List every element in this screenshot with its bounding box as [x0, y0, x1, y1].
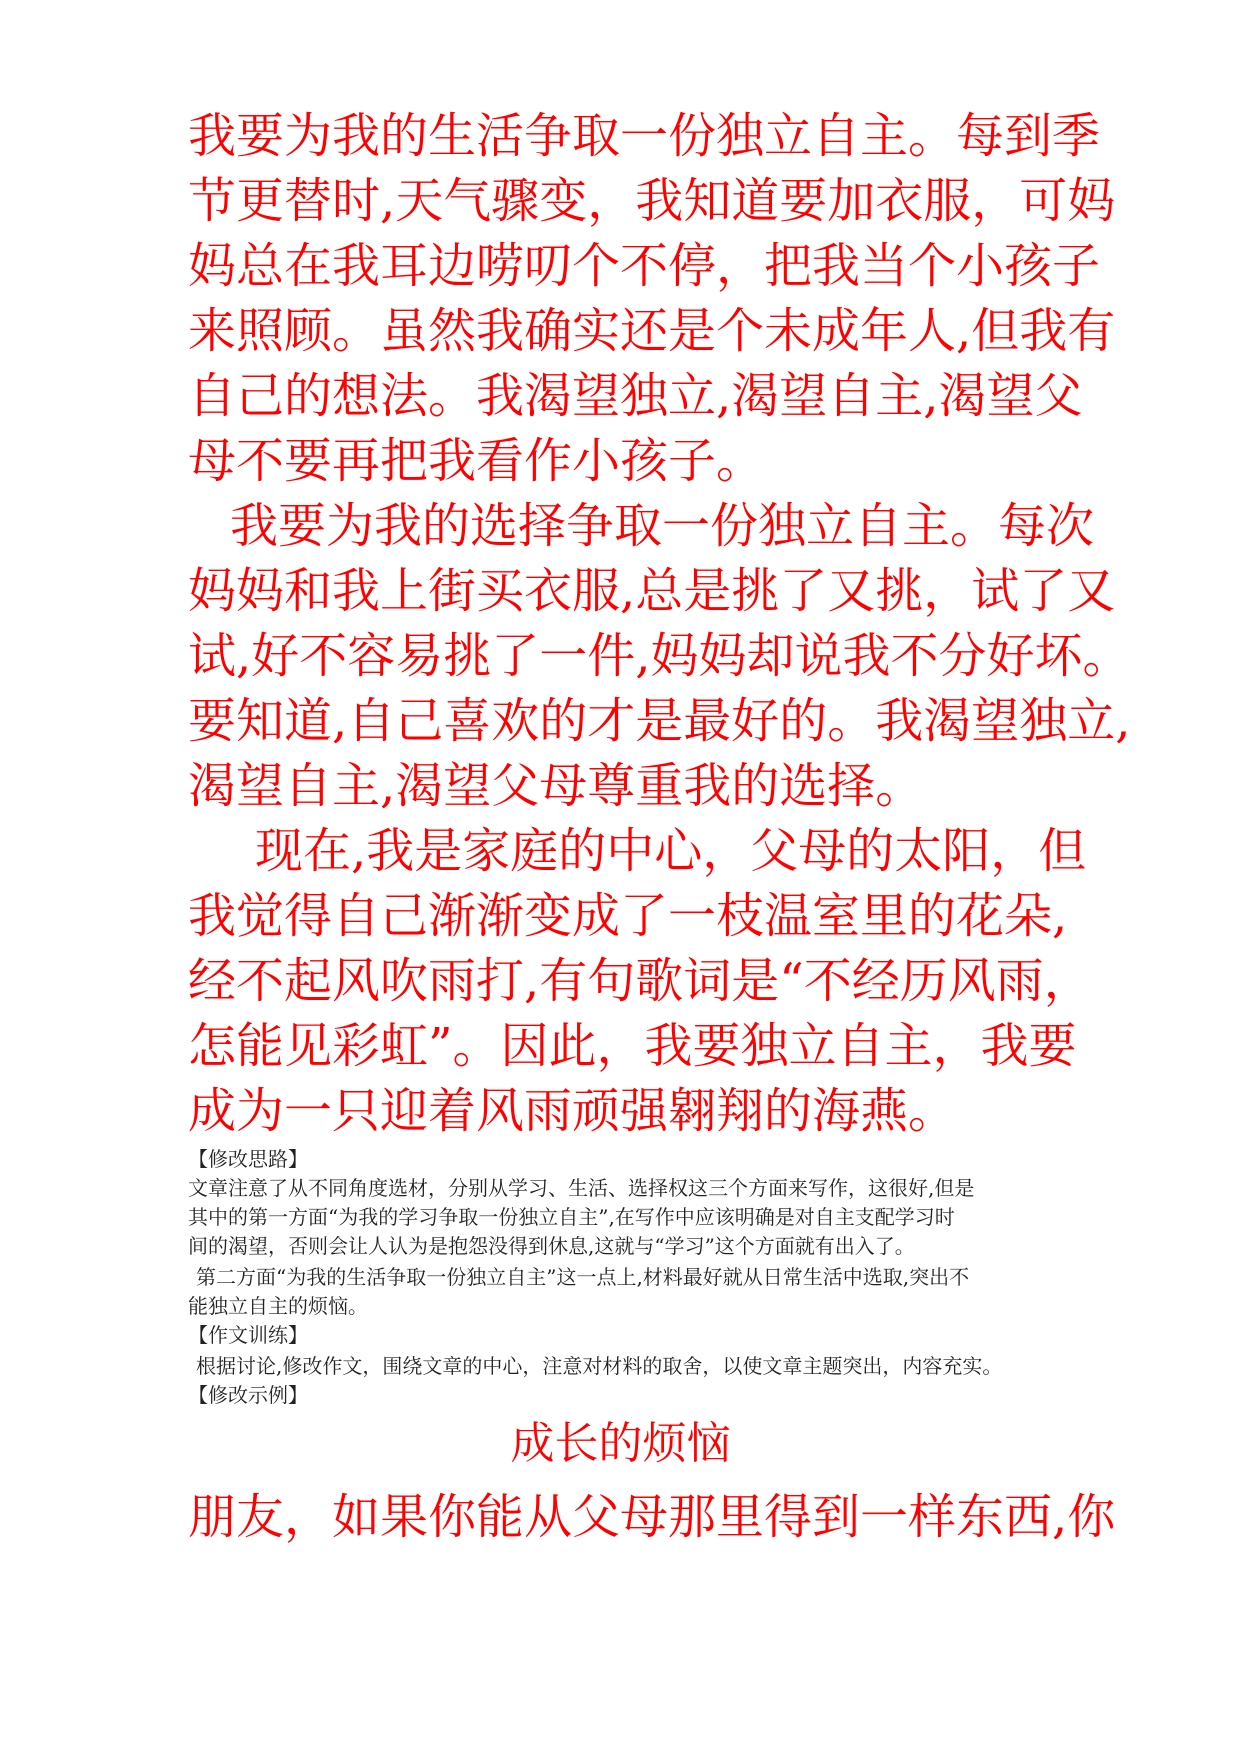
essay-line: 妈妈和我上街买衣服,总是挑了又挑，试了又: [188, 563, 1116, 619]
revision-heading: 【修改思路】: [188, 1147, 308, 1171]
example-heading: 【修改示例】: [188, 1383, 308, 1407]
essay-line: 妈总在我耳边唠叨个不停，把我当个小孩子: [188, 238, 1101, 294]
example-title: 成长的烦恼: [510, 1418, 731, 1469]
training-heading: 【作文训练】: [188, 1323, 308, 1347]
essay-line: 渴望自主,渴望父母尊重我的选择。: [188, 758, 924, 814]
revision-line: 第二方面“为我的生活争取一份独立自主”这一点上,材料最好就从日常生活中选取,突出不: [196, 1265, 970, 1289]
essay-line: 试,好不容易挑了一件,妈妈却说我不分好坏。: [188, 628, 1131, 684]
essay-line: 我觉得自己渐渐变成了一枝温室里的花朵,: [188, 888, 1068, 944]
essay-line: 要知道,自己喜欢的才是最好的。我渴望独立,: [188, 693, 1131, 749]
essay-line: 我要为我的生活争取一份独立自主。每到季: [188, 108, 1101, 164]
revision-line: 其中的第一方面“为我的学习争取一份独立自主”,在写作中应该明确是对自主支配学习时: [188, 1205, 955, 1229]
essay-line: 节更替时,天气骤变，我知道要加衣服，可妈: [188, 173, 1116, 229]
essay-line: 现在,我是家庭的中心，父母的太阳，但: [255, 823, 1087, 879]
essay-line: 经不起风吹雨打,有句歌词是“不经历风雨，: [188, 953, 1092, 1009]
example-first-line: 朋友，如果你能从父母那里得到一样东西,你: [188, 1489, 1116, 1545]
essay-line: 成为一只迎着风雨顽强翱翔的海燕。: [188, 1083, 957, 1139]
essay-line: 来照顾。虽然我确实还是个未成年人,但我有: [188, 303, 1116, 359]
essay-line: 母不要再把我看作小孩子。: [188, 433, 765, 489]
essay-line: 我要为我的选择争取一份独立自主。每次: [230, 498, 1095, 554]
essay-line: 自己的想法。我渴望独立,渴望自主,渴望父: [188, 368, 1083, 424]
revision-line: 文章注意了从不同角度选材，分别从学习、生活、选择权这三个方面来写作，这很好,但是: [188, 1176, 975, 1200]
essay-line: 怎能见彩虹”。因此，我要独立自主，我要: [188, 1018, 1077, 1074]
training-line: 根据讨论,修改作文，围绕文章的中心，注意对材料的取舍，以使文章主题突出，内容充实。: [196, 1354, 1003, 1378]
revision-line: 能独立自主的烦恼。: [188, 1294, 368, 1318]
revision-line: 间的渴望，否则会让人认为是抱怨没得到休息,这就与“学习”这个方面就有出入了。: [188, 1234, 915, 1258]
